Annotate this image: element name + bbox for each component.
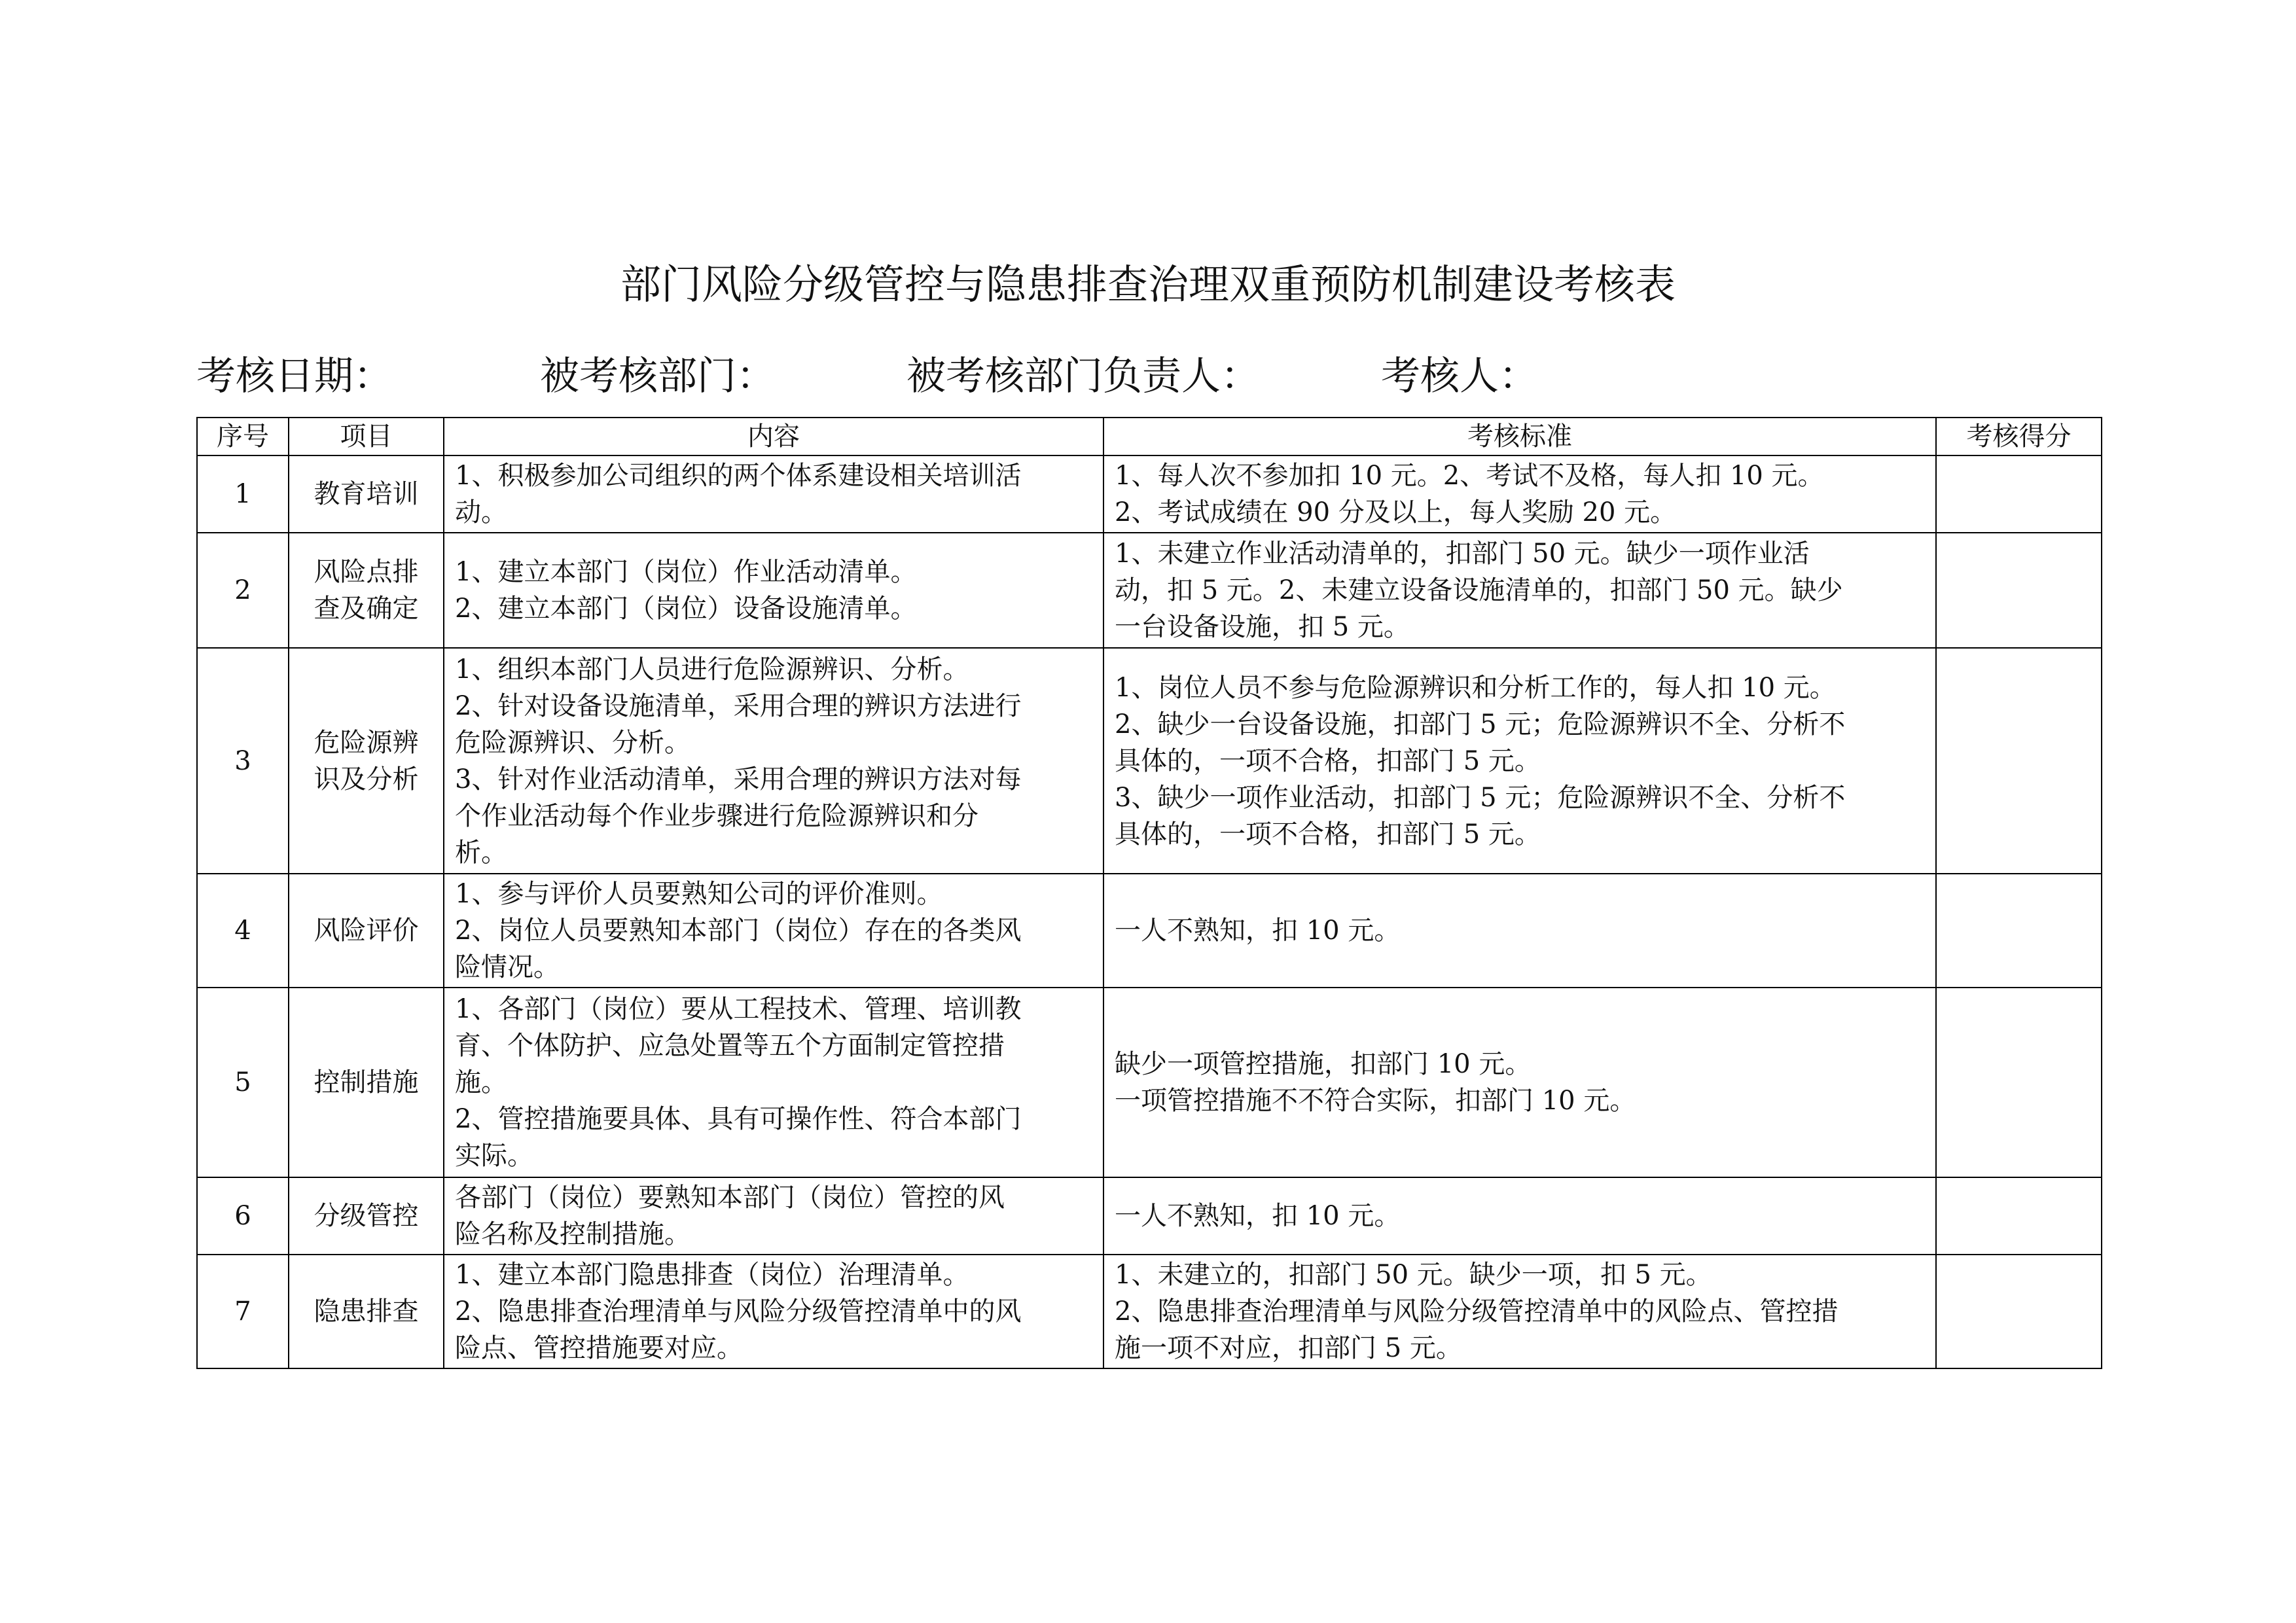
table-header-row [197, 418, 2102, 455]
item-text-line: 危险源辨 [314, 727, 419, 758]
row-index: 7 [197, 1255, 289, 1368]
row-standard [1103, 455, 1936, 533]
row-content [444, 874, 1103, 988]
assessor-label: 考核人： [1381, 353, 1538, 399]
standard-text-line: 3、缺少一项作业活动，扣部门 5 元；危险源辨识不全、分析不 [1115, 782, 1846, 813]
row-item [289, 1177, 444, 1255]
item-text-line: 分级管控 [314, 1201, 419, 1231]
header-content: 内容 [444, 418, 1103, 455]
standard-text-line: 一台设备设施，扣 5 元。 [1115, 612, 1410, 642]
content-text-line: 2、建立本部门（岗位）设备设施清单。 [455, 594, 917, 624]
header-score: 考核得分 [1936, 418, 2102, 455]
header-standard: 考核标准 [1103, 418, 1936, 455]
content-text-line: 动。 [455, 497, 507, 527]
row-standard [1103, 648, 1936, 874]
row-index: 4 [197, 874, 289, 988]
row-standard [1103, 988, 1936, 1177]
standard-text-line: 1、岗位人员不参与危险源辨识和分析工作的，每人扣 10 元。 [1115, 672, 1836, 703]
content-text-line: 险情况。 [455, 952, 560, 982]
standard-text-line: 施一项不对应，扣部门 5 元。 [1115, 1333, 1462, 1363]
header-item: 项目 [289, 418, 444, 455]
table-row [197, 455, 2102, 533]
row-score-cell [1936, 1255, 2102, 1368]
item-text-line: 查及确定 [314, 594, 419, 624]
row-index: 1 [197, 455, 289, 533]
item-text-line: 隐患排查 [314, 1296, 419, 1327]
standard-text-line: 动，扣 5 元。2、未建立设备设施清单的，扣部门 50 元。缺少 [1115, 575, 1843, 605]
row-score-cell [1936, 648, 2102, 874]
row-content [444, 988, 1103, 1177]
row-content [444, 1255, 1103, 1368]
row-item [289, 874, 444, 988]
row-index: 2 [197, 533, 289, 648]
item-text-line: 控制措施 [314, 1067, 419, 1097]
item-text-line: 识及分析 [314, 764, 419, 794]
content-text-line: 1、参与评价人员要熟知公司的评价准则。 [455, 879, 943, 909]
department-head-label: 被考核部门负责人： [906, 353, 1260, 399]
row-content [444, 648, 1103, 874]
row-standard [1103, 1177, 1936, 1255]
content-text-line: 2、岗位人员要熟知本部门（岗位）存在的各类风 [455, 916, 1022, 946]
row-standard [1103, 1255, 1936, 1368]
table-row [197, 874, 2102, 988]
assessment-date-label: 考核日期： [196, 353, 393, 399]
assessment-table [196, 417, 2102, 1369]
table-row [197, 648, 2102, 874]
content-text-line: 2、针对设备设施清单，采用合理的辨识方法进行 [455, 690, 1022, 721]
content-text-line: 危险源辨识、分析。 [455, 727, 691, 758]
content-text-line: 险点、管控措施要对应。 [455, 1333, 743, 1363]
row-content [444, 455, 1103, 533]
row-score-cell [1936, 1177, 2102, 1255]
content-text-line: 各部门（岗位）要熟知本部门（岗位）管控的风 [455, 1183, 1005, 1213]
table-row [197, 1255, 2102, 1368]
table-body [197, 455, 2102, 1368]
standard-text-line: 一项管控措施不不符合实际，扣部门 10 元。 [1115, 1086, 1636, 1116]
row-score-cell [1936, 874, 2102, 988]
row-item [289, 1255, 444, 1368]
standard-text-line: 具体的，一项不合格，扣部门 5 元。 [1115, 745, 1541, 776]
item-text-line: 教育培训 [314, 479, 419, 509]
content-text-line: 3、针对作业活动清单，采用合理的辨识方法对每 [455, 764, 1022, 794]
row-index: 5 [197, 988, 289, 1177]
standard-text-line: 1、每人次不参加扣 10 元。2、考试不及格，每人扣 10 元。 [1115, 461, 1824, 491]
standard-text-line: 具体的，一项不合格，扣部门 5 元。 [1115, 819, 1541, 849]
row-content [444, 1177, 1103, 1255]
content-text-line: 1、积极参加公司组织的两个体系建设相关培训活 [455, 461, 1022, 491]
content-text-line: 析。 [455, 837, 507, 868]
table-row [197, 1177, 2102, 1255]
standard-text-line: 2、缺少一台设备设施，扣部门 5 元；危险源辨识不全、分析不 [1115, 709, 1846, 740]
standard-text-line: 2、考试成绩在 90 分及以上，每人奖励 20 元。 [1115, 497, 1677, 527]
content-text-line: 2、管控措施要具体、具有可操作性、符合本部门 [455, 1104, 1022, 1134]
content-text-line: 1、组织本部门人员进行危险源辨识、分析。 [455, 654, 969, 685]
row-score-cell [1936, 455, 2102, 533]
content-text-line: 险名称及控制措施。 [455, 1219, 691, 1249]
table-row [197, 533, 2102, 648]
row-content [444, 533, 1103, 648]
content-text-line: 1、建立本部门隐患排查（岗位）治理清单。 [455, 1260, 969, 1290]
row-score-cell [1936, 533, 2102, 648]
content-text-line: 1、建立本部门（岗位）作业活动清单。 [455, 557, 917, 587]
row-item [289, 988, 444, 1177]
standard-text-line: 缺少一项管控措施，扣部门 10 元。 [1115, 1049, 1532, 1079]
standard-text-line: 一人不熟知，扣 10 元。 [1115, 1201, 1401, 1231]
content-text-line: 2、隐患排查治理清单与风险分级管控清单中的风 [455, 1296, 1022, 1327]
header-index: 序号 [197, 418, 289, 455]
content-text-line: 实际。 [455, 1141, 533, 1171]
item-text-line: 风险评价 [314, 916, 419, 946]
row-standard [1103, 533, 1936, 648]
standard-text-line: 2、隐患排查治理清单与风险分级管控清单中的风险点、管控措 [1115, 1296, 1839, 1327]
content-text-line: 施。 [455, 1067, 507, 1097]
row-index: 3 [197, 648, 289, 874]
content-text-line: 1、各部门（岗位）要从工程技术、管理、培训教 [455, 994, 1022, 1024]
row-item [289, 455, 444, 533]
standard-text-line: 1、未建立作业活动清单的，扣部门 50 元。缺少一项作业活 [1115, 539, 1810, 569]
row-index: 6 [197, 1177, 289, 1255]
row-score-cell [1936, 988, 2102, 1177]
row-item [289, 648, 444, 874]
row-standard [1103, 874, 1936, 988]
document-title: 部门风险分级管控与隐患排查治理双重预防机制建设考核表 [620, 260, 1676, 308]
table-row [197, 988, 2102, 1177]
standard-text-line: 一人不熟知，扣 10 元。 [1115, 916, 1401, 946]
content-text-line: 育、个体防护、应急处置等五个方面制定管控措 [455, 1031, 1005, 1061]
standard-text-line: 1、未建立的，扣部门 50 元。缺少一项，扣 5 元。 [1115, 1260, 1712, 1290]
assessed-department-label: 被考核部门： [540, 353, 776, 399]
item-text-line: 风险点排 [314, 557, 419, 587]
content-text-line: 个作业活动每个作业步骤进行危险源辨识和分 [455, 800, 978, 831]
row-item [289, 533, 444, 648]
